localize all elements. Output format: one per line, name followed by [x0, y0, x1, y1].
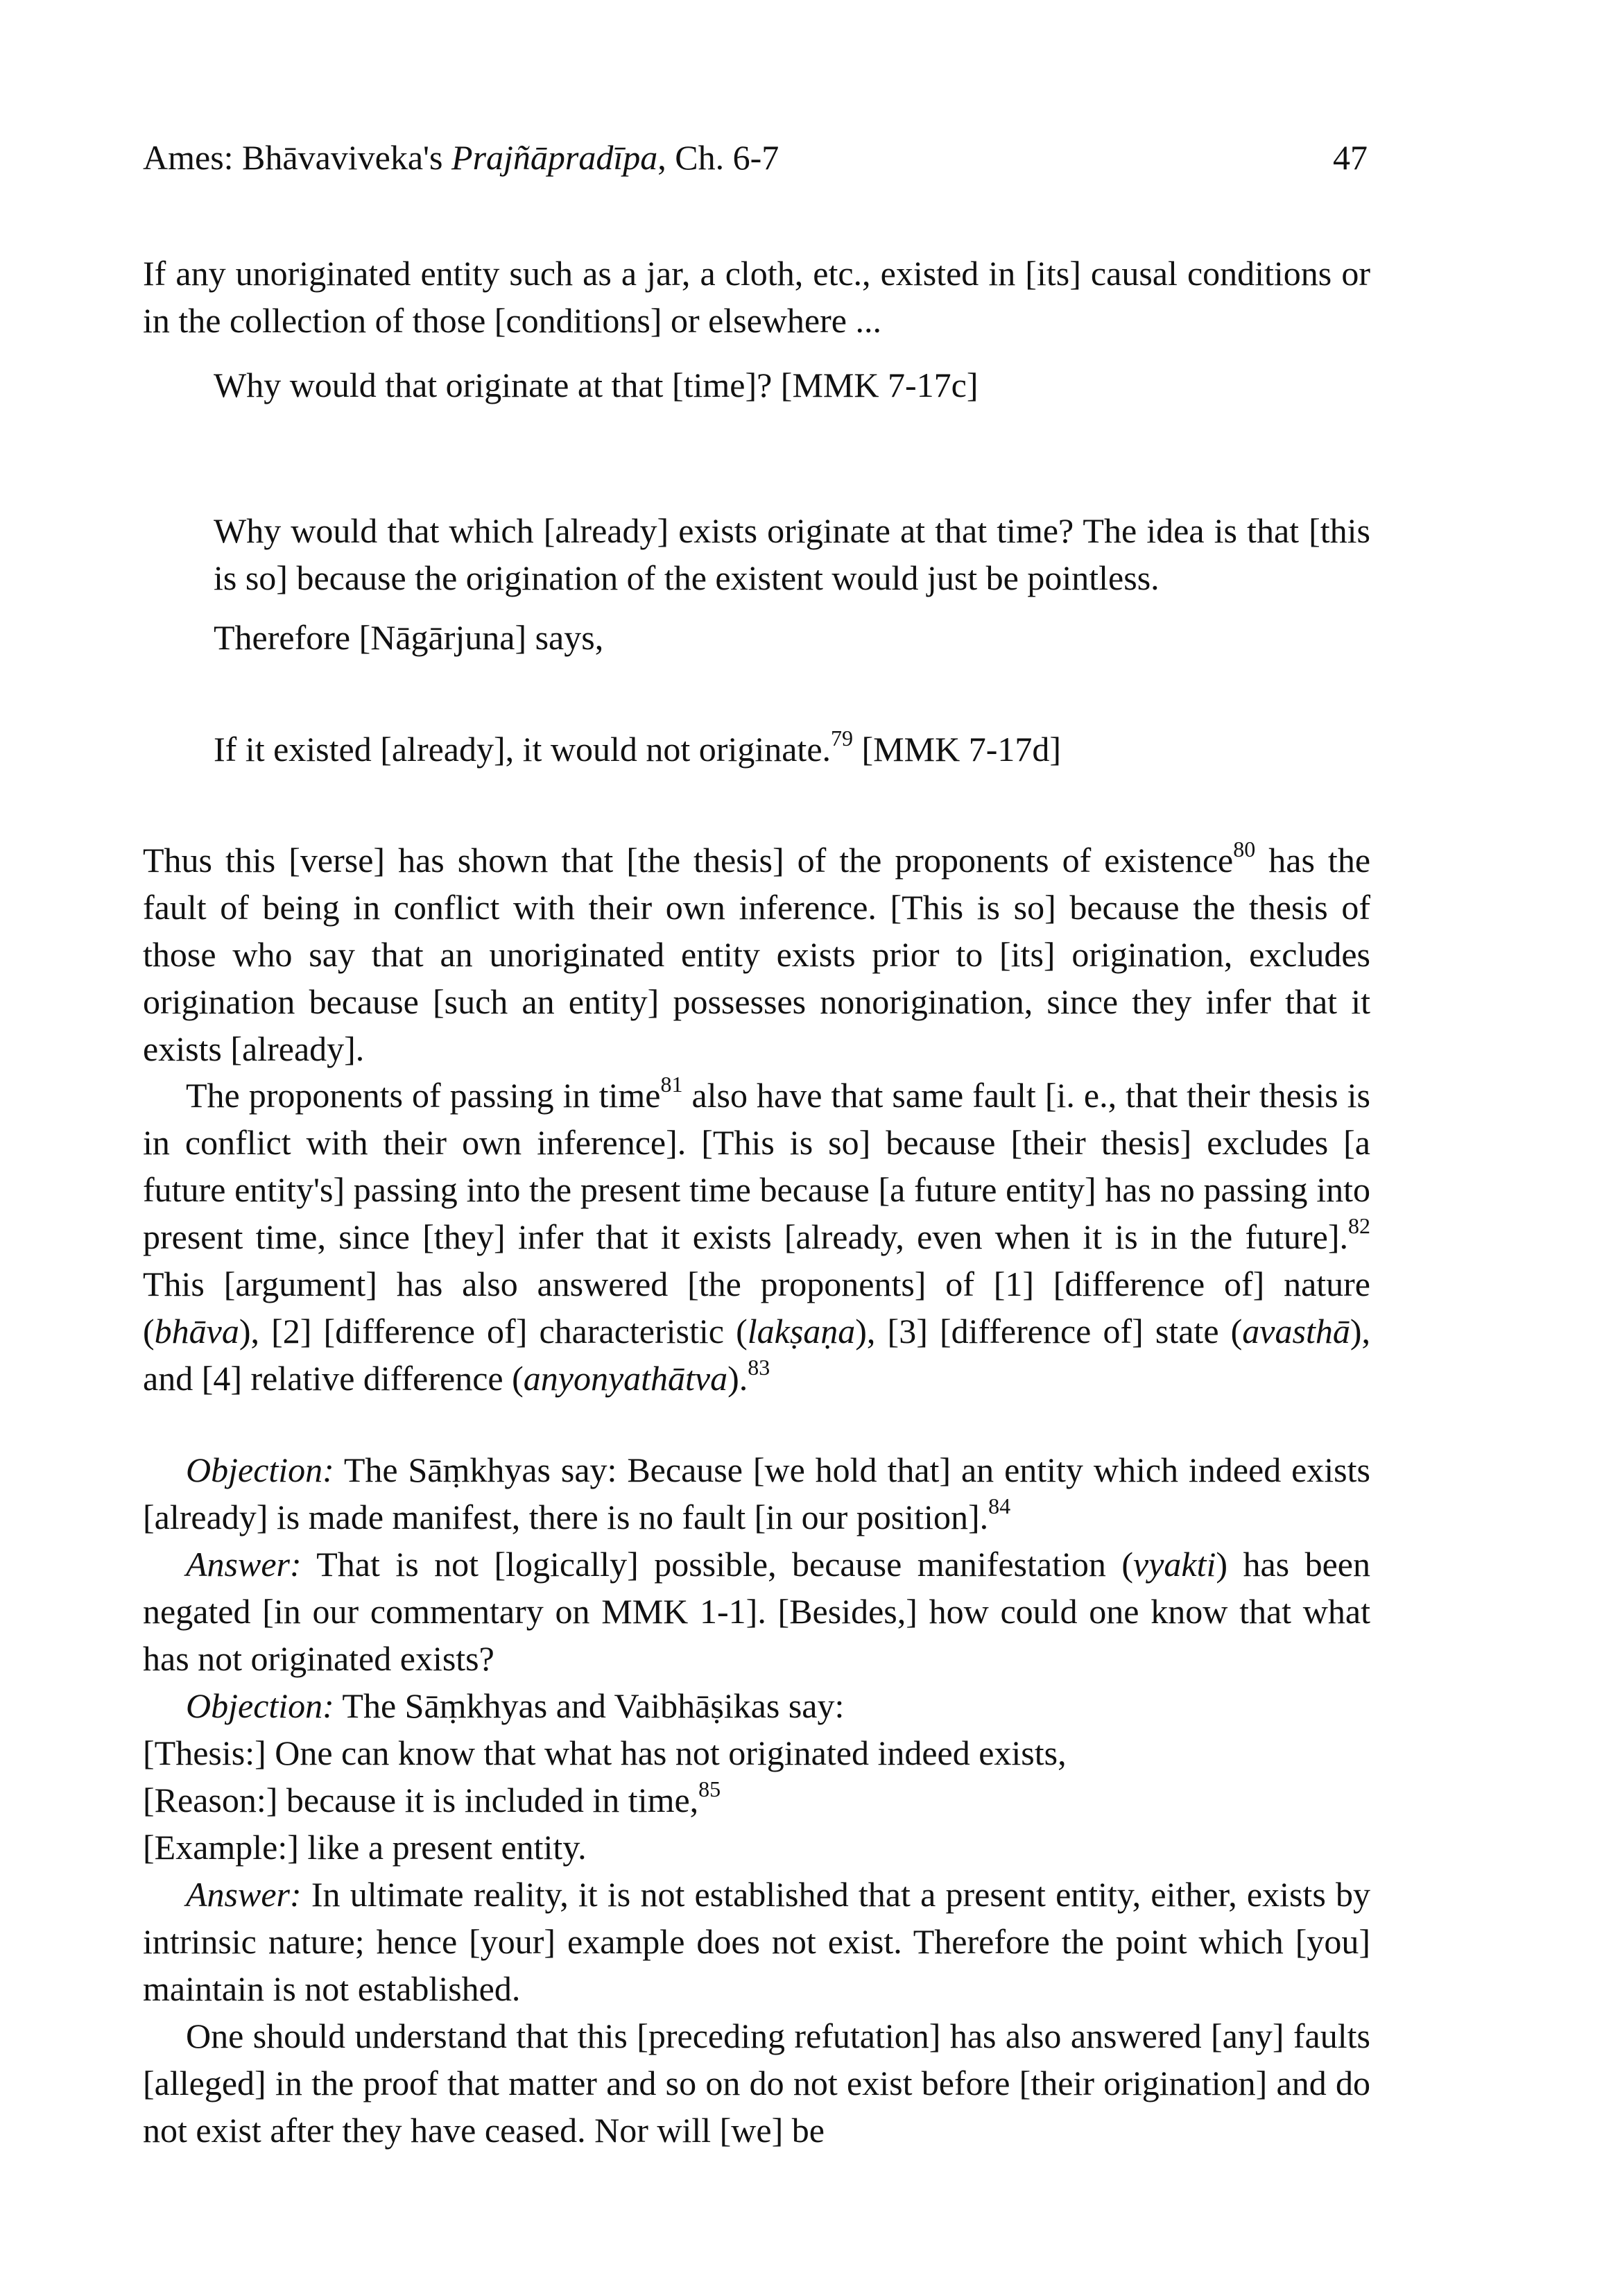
paragraph-3: Therefore [Nāgārjuna] says, — [214, 618, 604, 657]
paragraph-1: If any unoriginated entity such as a jar, a cloth, etc., existed in [its] causal conditions or in the collection of those [conditions] or elsewhere ... — [143, 254, 1370, 340]
header-title: Ames: Bhāvaviveka's Prajñāpradīpa, Ch. 6-7 — [143, 138, 779, 177]
footnote-ref: 79 — [831, 726, 854, 751]
page-number: 47 — [1333, 138, 1368, 177]
running-header — [143, 137, 1368, 193]
paragraph-10: One should understand that this [preceding refutation] has also answered [any] faults [alleged] in the proof that matter and so on do not exist before [their origination] and do not exist after they have ceased. Nor will [we] be — [143, 2016, 1370, 2150]
syllogism-example: [Example:] like a present entity. — [143, 1828, 587, 1867]
paragraph-4: Thus this [verse] has shown that [the thesis] of the proponents of existence$^{80}$ has the fault of being in conflict with their own inference. [This is so] because the thesis of those who say that an unoriginated entity exists prior to [its] origination, excludes origination because [such an entity] possesses nonorigination, since they infer that it exists [already]. — [143, 837, 1371, 1068]
paragraph-6: Objection: The Sāṃkhyas say: Because [we hold that] an entity which indeed exists [already] is made manifest, there is no fault [in our position].$^{84}$ — [143, 1450, 1370, 1536]
paragraph-5: The proponents of passing in time$^{81}$ also have that same fault [i. e., that their thesis is in conflict with their own inference]. [This is so] because [their thesis] excludes [a future entity's] passing into the present time because [a future entity] has no passing into present time, since [they] infer that it exists [already, even when it is in the future].$^{82}$ This [argument] has also answered [the proponents] of [1] [difference of] nature (bhāva), [2] [difference of] characteristic (lakṣaṇa), [3] [difference of] state (avasthā), and [4] relative difference (anyonyathātva).$^{83}$ — [143, 1072, 1370, 1398]
verse-quote-2: If it existed [already], it would not originate.$^{79}$ [MMK 7-17d] — [214, 726, 1061, 769]
paragraph-7: Answer: That is not [logically] possible, because manifestation (vyakti) has been negated [in our commentary on MMK 1-1]. [Besides,] how could one know that what has not originated exists? — [143, 1545, 1370, 1678]
footnote-ref: 84 — [988, 1493, 1011, 1519]
footnote-ref: 82 — [1348, 1213, 1370, 1239]
syllogism-thesis: [Thesis:] One can know that what has not originated indeed exists, — [143, 1733, 1067, 1772]
paragraph-2: Why would that which [already] exists originate at that time? The idea is that [this is so] because the origination of the existent would just be pointless. — [214, 511, 1370, 597]
footnote-ref: 80 — [1233, 837, 1256, 862]
footnote-ref: 85 — [698, 1776, 721, 1802]
footnote-ref: 83 — [748, 1355, 770, 1380]
paragraph-8: Objection: The Sāṃkhyas and Vaibhāṣikas say: [Thesis:] One can know that what has not originated indeed exists, [Reason:] because it is included in time,$^{85}$ [Example:] like a present entity. — [143, 1682, 1370, 1871]
paragraph-9: Answer: In ultimate reality, it is not established that a present entity, either, exists by intrinsic nature; hence [your] example does not exist. Therefore the point which [you] maintain is not established. — [143, 1875, 1370, 2008]
verse-quote-1: Why would that originate at that [time]? [MMK 7-17c] — [214, 366, 979, 404]
footnote-ref: 81 — [660, 1072, 683, 1097]
syllogism-reason: [Reason:] because it is included in time, — [143, 1781, 699, 1819]
